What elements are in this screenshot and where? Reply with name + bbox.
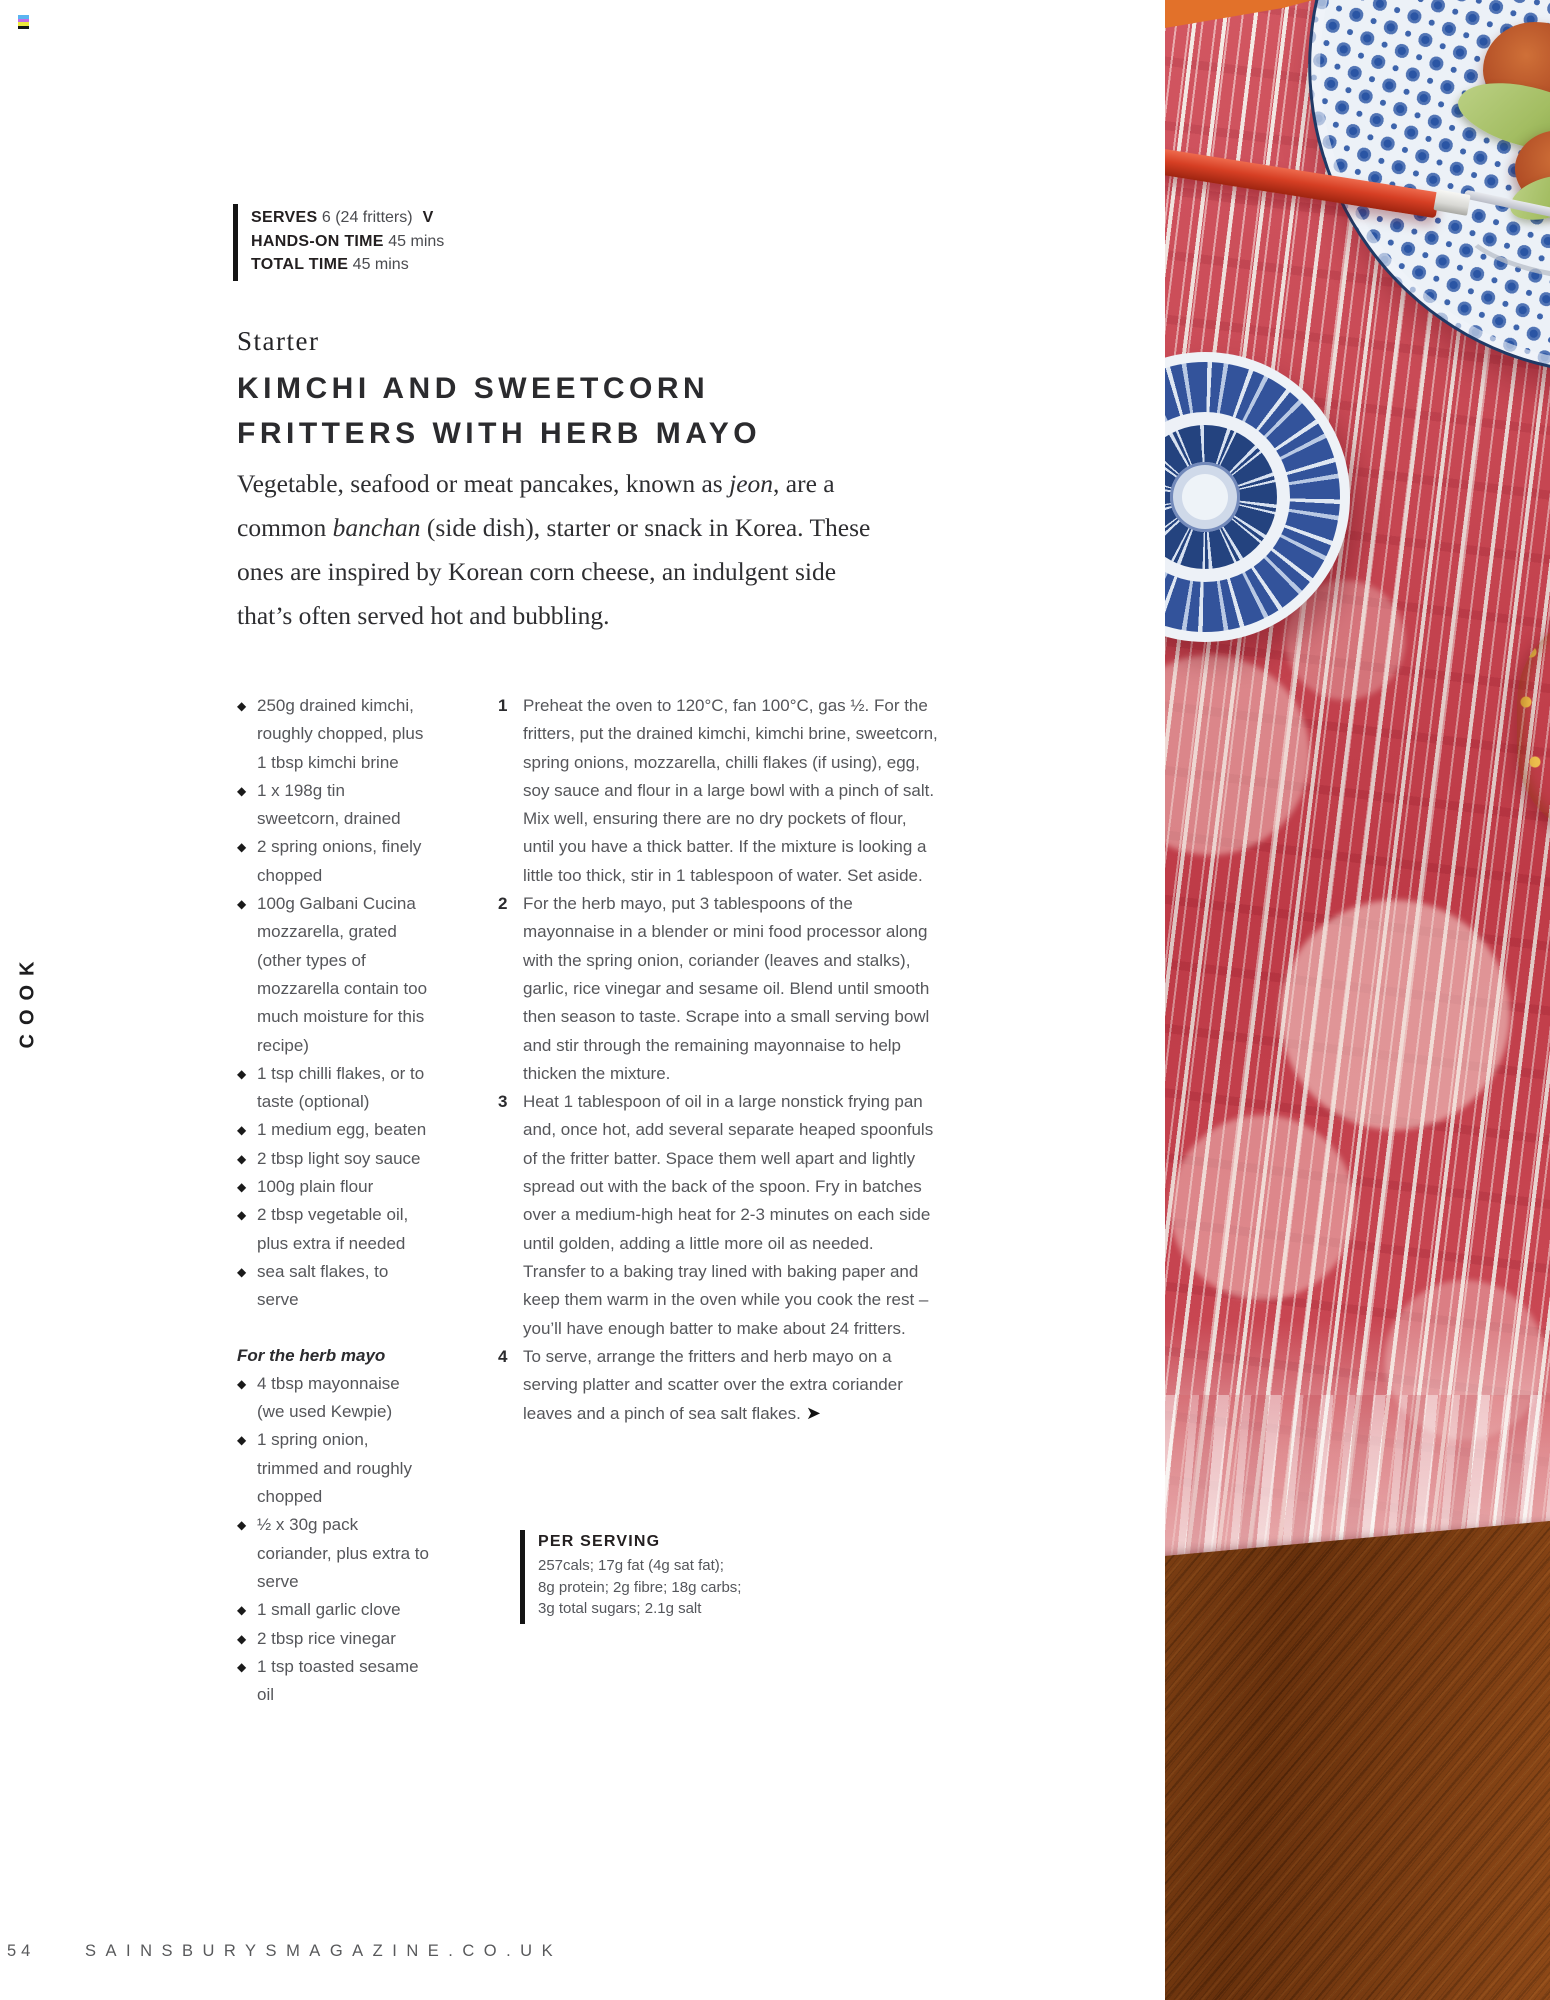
vegetarian-badge: V	[422, 209, 434, 226]
diamond-bullet-icon: ◆	[237, 1180, 247, 1195]
ingredient-text: 100g Galbani Cucina mozzarella, grated (other types of mozzarella contain too much moisture for this recipe)	[257, 894, 428, 1055]
ingredient-item	[237, 1258, 429, 1315]
ingredients-column	[237, 692, 429, 1709]
diamond-bullet-icon: ◆	[237, 1264, 247, 1279]
recipe-photo	[1165, 0, 1550, 2000]
diamond-bullet-icon: ◆	[237, 1518, 247, 1533]
intro-text: , are a	[773, 469, 835, 498]
intro-text: ones are inspired by Korean corn cheese, an indulgent side	[237, 557, 837, 586]
ingredient-text: 2 spring onions, finely chopped	[257, 837, 422, 885]
meta-label: HANDS-ON TIME	[251, 232, 384, 250]
meta-value: 45 mins	[383, 232, 445, 250]
step-number: 2	[498, 894, 508, 914]
ingredient-item	[237, 833, 429, 890]
nutrition-line: 8g protein; 2g fibre; 18g carbs;	[538, 1578, 742, 1596]
ingredient-text: 250g drained kimchi, roughly chopped, plus 1 tbsp kimchi brine	[257, 696, 424, 772]
intro-italic-term: banchan	[332, 513, 421, 542]
intro-text: that’s often served hot and bubbling.	[237, 601, 610, 630]
ingredient-item	[237, 890, 429, 1060]
ingredient-text: 1 spring onion, trimmed and roughly chopped	[257, 1430, 412, 1507]
page-number: 54	[7, 1942, 36, 1960]
recipe-intro	[237, 462, 897, 638]
diamond-bullet-icon: ◆	[237, 783, 247, 798]
ingredient-text: 1 medium egg, beaten	[257, 1120, 427, 1140]
ingredient-text: 2 tbsp light soy sauce	[257, 1148, 421, 1168]
ingredient-item	[237, 1173, 429, 1201]
ingredient-text: 1 tsp chilli flakes, or to taste (optional)	[257, 1063, 425, 1112]
ingredient-text: 4 tbsp mayonnaise (we used Kewpie)	[257, 1373, 400, 1422]
intro-text: Vegetable, seafood or meat pancakes, known as	[237, 469, 730, 498]
intro-italic-term: jeon	[729, 469, 774, 498]
ingredient-text: 2 tbsp vegetable oil, plus extra if needed	[257, 1205, 409, 1253]
method-step	[498, 1343, 940, 1429]
diamond-bullet-icon: ◆	[237, 1208, 247, 1223]
meta-label: SERVES	[251, 209, 318, 226]
diamond-bullet-icon: ◆	[237, 699, 247, 713]
step-number: 4	[498, 1346, 508, 1366]
recipe-title-line: KIMCHI AND SWEETCORN	[237, 372, 710, 405]
nutrition-line: 3g total sugars; 2.1g salt	[538, 1600, 702, 1617]
step-text: To serve, arrange the fritters and herb mayo on a serving platter and scatter over the extra coriander leaves and a pinch of sea salt flakes. ➤	[523, 1346, 903, 1424]
intro-text: (side dish), starter or snack in Korea. These	[420, 513, 871, 542]
recipe-category: Starter	[237, 326, 320, 356]
ingredient-subhead: For the herb mayo	[237, 1345, 386, 1365]
method-column	[498, 692, 940, 1429]
diamond-bullet-icon: ◆	[237, 1603, 247, 1618]
polka-dot	[1170, 1115, 1355, 1300]
polka-dot	[1280, 900, 1510, 1130]
ingredient-list-main	[237, 692, 429, 1315]
recipe-meta-block	[233, 204, 444, 281]
meta-label: TOTAL TIME	[251, 256, 349, 273]
meta-value: 45 mins	[348, 256, 409, 273]
diamond-bullet-icon: ◆	[237, 1659, 247, 1674]
meta-row	[251, 230, 444, 254]
recipe-title	[237, 366, 761, 456]
ingredient-text: sea salt flakes, to serve	[257, 1261, 389, 1310]
continuation-arrow-icon: ➤	[800, 1403, 821, 1424]
ingredient-text: ½ x 30g pack coriander, plus extra to serve	[257, 1515, 429, 1591]
method-step	[498, 890, 940, 1088]
ingredient-item	[237, 1145, 429, 1173]
diamond-bullet-icon: ◆	[237, 1376, 247, 1391]
diamond-bullet-icon: ◆	[237, 1123, 247, 1138]
ingredient-item	[237, 1653, 429, 1710]
method-step	[498, 692, 940, 890]
bowl-center	[1170, 462, 1240, 532]
diamond-bullet-icon: ◆	[237, 840, 247, 855]
ingredient-item	[237, 1116, 429, 1144]
diamond-bullet-icon: ◆	[237, 1151, 247, 1166]
ingredient-item	[237, 1625, 429, 1653]
recipe-title-line: FRITTERS WITH HERB MAYO	[237, 417, 762, 450]
ingredient-item	[237, 692, 429, 777]
ingredient-text: 100g plain flour	[257, 1177, 374, 1197]
print-registration-mark-icon	[18, 15, 29, 29]
nutrition-heading: PER SERVING	[538, 1533, 661, 1550]
nutrition-lines	[538, 1555, 741, 1620]
ingredient-text: 1 tsp toasted sesame oil	[257, 1656, 419, 1705]
ingredient-item	[237, 1060, 429, 1117]
diamond-bullet-icon: ◆	[237, 1631, 247, 1646]
step-text: Preheat the oven to 120°C, fan 100°C, gas ½. For the fritters, put the drained kimchi, kimchi brine, sweetcorn, spring onions, mozzarella, chilli flakes (if using), egg, soy sauce and flour in a large bowl with a pinch of salt. Mix well, ensuring there are no dry pockets of flour, until you have a thick batter. If the mixture is looking a little too thick, stir in 1 tablespoon of water. Set aside.	[523, 696, 938, 885]
ingredient-text: 1 x 198g tin sweetcorn, drained	[257, 780, 401, 829]
nutrition-block	[520, 1530, 741, 1624]
ingredient-text: 2 tbsp rice vinegar	[257, 1628, 396, 1648]
diamond-bullet-icon: ◆	[237, 1433, 247, 1448]
section-label: COOK	[16, 952, 39, 1048]
step-text: For the herb mayo, put 3 tablespoons of the mayonnaise in a blender or mini food processor along with the spring onion, coriander (leaves and stalks), garlic, rice vinegar and sesame oil. Blend until smooth then season to taste. Scrape into a small serving bowl and stir through the remaining mayonnaise to help thicken the mixture.	[523, 894, 930, 1083]
method-step	[498, 1088, 940, 1343]
ingredient-item	[237, 1511, 429, 1596]
ingredient-list-herb-mayo	[237, 1370, 429, 1710]
nutrition-line: 257cals; 17g fat (4g sat fat);	[538, 1557, 724, 1574]
site-url: SAINSBURYSMAGAZINE.CO.UK	[85, 1942, 563, 1960]
meta-value: 6 (24 fritters)	[317, 209, 413, 226]
registration-stripe	[18, 26, 29, 30]
meta-row	[251, 206, 444, 230]
ingredient-text: 1 small garlic clove	[257, 1600, 401, 1620]
ingredient-item	[237, 1201, 429, 1258]
ingredient-item	[237, 1370, 429, 1427]
ingredient-item	[237, 1596, 429, 1624]
ingredient-item	[237, 777, 429, 834]
diamond-bullet-icon: ◆	[237, 1066, 247, 1081]
intro-text: common	[237, 513, 333, 542]
meta-row	[251, 253, 444, 277]
step-text: Heat 1 tablespoon of oil in a large nonstick frying pan and, once hot, add several separate heaped spoonfuls of the fritter batter. Space them well apart and lightly spread out with the back of the spoon. Fry in batches over a medium-high heat for 2-3 minutes on each side until golden, adding a little more oil as needed. Transfer to a baking tray lined with baking paper and keep them warm in the oven while you cook the rest – you’ll have enough batter to make about 24 fritters.	[523, 1092, 934, 1338]
step-number: 3	[498, 1092, 508, 1112]
ingredient-item	[237, 1426, 429, 1511]
step-number: 1	[498, 696, 508, 715]
diamond-bullet-icon: ◆	[237, 897, 247, 912]
section-spine-label	[6, 930, 50, 1070]
